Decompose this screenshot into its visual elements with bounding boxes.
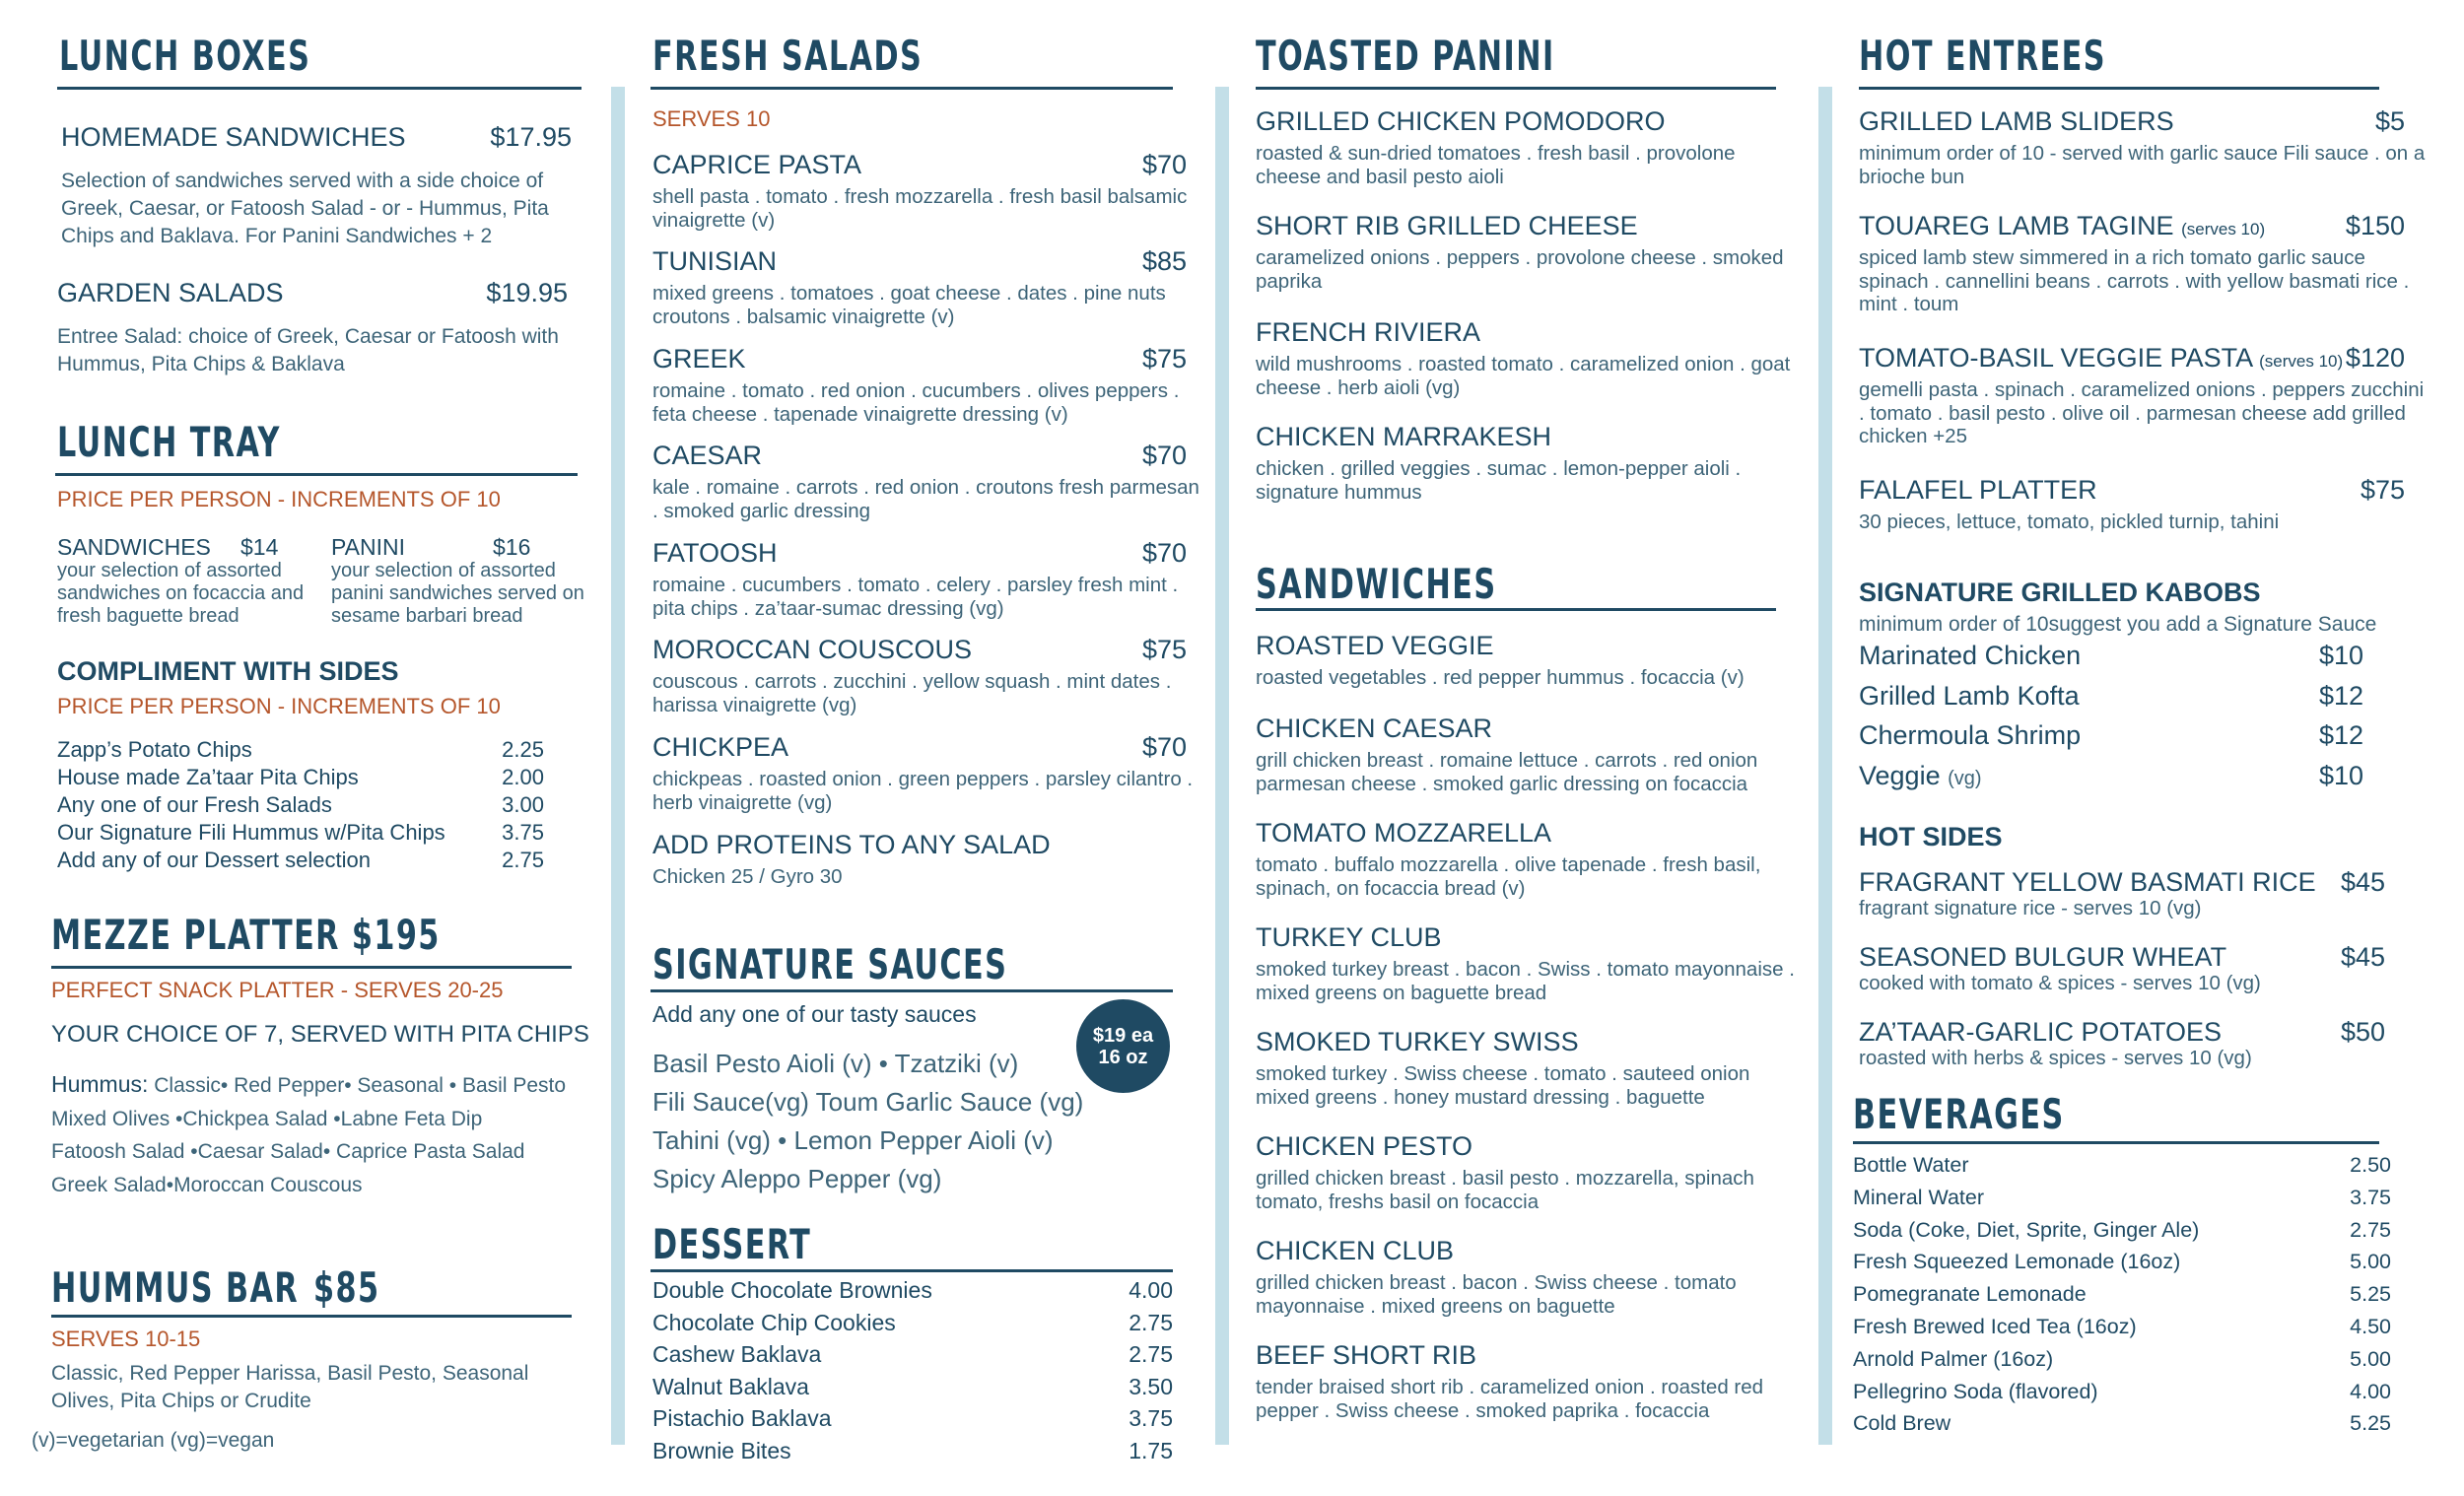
beverage-row (1853, 1411, 2391, 1436)
hummus-bar-heading: HUMMUS BAR (51, 1263, 300, 1312)
entree-description-text: 30 pieces, lettuce, tomato, pickled turnip, tahini (1859, 510, 2280, 533)
salad-name: MOROCCAN COUSCOUS (652, 635, 973, 664)
dessert-price: 1.75 (1129, 1438, 1173, 1463)
salad-description: shell pasta . tomato . fresh mozzarella . fresh basil balsamic vinaigrette (v) (652, 185, 1188, 232)
menu-item-price: $19.95 (486, 278, 568, 307)
salad-name: CAPRICE PASTA (652, 150, 862, 179)
kabob-name: Chermoula Shrimp (1859, 720, 2082, 750)
sandwich-name: BEEF SHORT RIB (1256, 1340, 1477, 1370)
entree-description (1859, 246, 2430, 316)
entree-price: $75 (2360, 475, 2405, 505)
sandwich-description: grilled chicken breast . bacon . Swiss cheese . tomato mayonnaise . mixed greens on baguette (1256, 1271, 1737, 1318)
sandwiches-heading: SANDWICHES (1256, 560, 1497, 608)
salad-price: $70 (1141, 441, 1187, 470)
beverage-price: 2.50 (2350, 1153, 2391, 1177)
panini-description: wild mushrooms . roasted tomato . caramelized onion . goat cheese . herb aioli (vg) (1256, 353, 1791, 399)
beverage-row (1853, 1250, 2391, 1274)
salad-name: FATOOSH (652, 538, 778, 568)
hot-side-description: cooked with tomato & spices - serves 10 (vg) (1859, 972, 2261, 994)
beverage-name: Cold Brew (1853, 1411, 1951, 1436)
kabob-name: Grilled Lamb Kofta (1859, 680, 2080, 711)
hummus-label: Hummus: (51, 1071, 149, 1097)
entree-description (1859, 378, 2430, 448)
sandwich-description: grill chicken breast . romaine lettuce . carrots . red onion parmesan cheese . smoked garlic dressing on focaccia (1256, 749, 1758, 795)
tray-sandwiches-description: your selection of assorted sandwiches on focaccia and fresh baguette bread (57, 560, 305, 627)
kabob-name-wrap (1859, 681, 2080, 712)
sandwich-description: roasted vegetables . red pepper hummus . focaccia (v) (1256, 666, 1745, 689)
heading-rule (57, 87, 582, 90)
salad-description: mixed greens . tomatoes . goat cheese . dates . pine nuts croutons . balsamic vinaigrette (v) (652, 282, 1166, 328)
heading-rule (650, 989, 1173, 992)
tray-sandwiches-name: SANDWICHES (57, 534, 211, 560)
beverage-name: Soda (Coke, Diet, Sprite, Ginger Ale) (1853, 1217, 2200, 1242)
sandwich-description: grilled chicken breast . basil pesto . mozzarella, spinach tomato, freshs basil on focaccia (1256, 1167, 1754, 1213)
hummus-bar-description: Classic, Red Pepper Harissa, Basil Pesto, Seasonal Olives, Pita Chips or Crudite (51, 1362, 529, 1412)
beverage-name: Pomegranate Lemonade (1853, 1282, 2087, 1307)
tray-panini-description: your selection of assorted panini sandwiches served on sesame barbari bread (331, 560, 584, 627)
hot-side-name: ZA’TAAR-GARLIC POTATOES (1859, 1017, 2223, 1047)
entree-name (1859, 211, 2265, 241)
beverage-name: Bottle Water (1853, 1153, 1969, 1177)
side-price: 2.00 (502, 765, 544, 789)
mezze-options (51, 1066, 603, 1202)
column-divider (1215, 87, 1229, 1445)
heading-rule (1853, 1141, 2379, 1144)
section-subtitle: PERFECT SNACK PLATTER - SERVES 20-25 (51, 978, 504, 1002)
sandwich-name: CHICKEN CAESAR (1256, 714, 1493, 743)
panini-description: chicken . grilled veggies . sumac . lemon-pepper aioli . signature hummus (1256, 457, 1742, 504)
sandwich-name: ROASTED VEGGIE (1256, 631, 1494, 660)
entree-serves-note: (serves 10) (2181, 220, 2266, 238)
side-price: 3.00 (502, 792, 544, 817)
kabob-note: (vg) (1948, 767, 1982, 789)
hot-side-price: $45 (2340, 867, 2385, 897)
side-price: 3.75 (502, 820, 544, 845)
panini-name: FRENCH RIVIERA (1256, 317, 1481, 347)
heading-rule (1256, 87, 1776, 90)
beverage-price: 3.75 (2350, 1185, 2391, 1209)
section-subtitle: SERVES 10-15 (51, 1326, 201, 1351)
entree-description-text: gemelli pasta . spinach . caramelized onions . peppers zucchini . tomato . basil pesto . olive oil . parmesan cheese (1859, 378, 2425, 425)
hummus-bar-price: $85 (313, 1263, 380, 1312)
sauce-list (652, 1045, 1083, 1198)
beverage-row (1853, 1186, 2391, 1210)
hot-side-name: FRAGRANT YELLOW BASMATI RICE (1859, 867, 2316, 897)
beverage-name: Arnold Palmer (16oz) (1853, 1346, 2054, 1371)
kabob-row (1859, 720, 2363, 751)
entree-name (1859, 475, 2097, 506)
side-row (57, 820, 544, 846)
entree-serves-note: (serves 10) (2259, 352, 2344, 371)
panini-name: SHORT RIB GRILLED CHEESE (1256, 211, 1638, 240)
sauce-line: Fili Sauce(vg) Toum Garlic Sauce (vg) (652, 1087, 1084, 1117)
panini-heading: TOASTED PANINI (1256, 32, 1555, 80)
salad-description: Chicken 25 / Gyro 30 (652, 865, 843, 888)
beverage-name: Pellegrino Soda (flavored) (1853, 1379, 2098, 1403)
beverage-price: 4.50 (2350, 1315, 2391, 1338)
entree-price: $150 (2345, 211, 2405, 240)
beverage-price: 5.25 (2350, 1411, 2391, 1436)
hot-side-price: $50 (2340, 1017, 2385, 1047)
sides-subtitle: PRICE PER PERSON - INCREMENTS OF 10 (57, 694, 501, 718)
salad-description: couscous . carrots . zucchini . yellow squash . mint dates . harissa vinaigrette (vg) (652, 670, 1172, 716)
salad-description: romaine . tomato . red onion . cucumbers . olives peppers . feta cheese . tapenade vinaigrette dressing (v) (652, 379, 1180, 426)
heading-rule (1256, 608, 1776, 611)
sauces-heading: SIGNATURE SAUCES (652, 940, 1008, 988)
salad-name: GREEK (652, 344, 746, 374)
dessert-row (652, 1405, 1173, 1432)
dessert-heading: DESSERT (652, 1220, 812, 1268)
lunch-tray-heading: LUNCH TRAY (57, 418, 281, 466)
section-subtitle: SERVES 10 (652, 106, 771, 131)
sandwich-name: CHICKEN CLUB (1256, 1236, 1455, 1265)
beverage-row (1853, 1282, 2391, 1307)
dessert-price: 3.50 (1129, 1373, 1173, 1399)
dessert-name: Chocolate Chip Cookies (652, 1309, 896, 1335)
kabob-price: $10 (2318, 760, 2363, 790)
dessert-row (652, 1341, 1173, 1368)
sandwich-name: SMOKED TURKEY SWISS (1256, 1027, 1579, 1056)
mezze-heading: MEZZE PLATTER $195 (51, 911, 441, 959)
heading-rule (51, 1315, 572, 1318)
hot-side-description: fragrant signature rice - serves 10 (vg) (1859, 897, 2202, 919)
sauce-price-badge (1076, 999, 1170, 1093)
sauce-line: Spicy Aleppo Pepper (vg) (652, 1164, 942, 1193)
diet-legend: (v)=vegetarian (vg)=vegan (32, 1429, 275, 1452)
side-name: House made Za’taar Pita Chips (57, 765, 359, 789)
sandwich-description: smoked turkey breast . bacon . Swiss . tomato mayonnaise . mixed greens on baguette bread (1256, 958, 1795, 1004)
salad-name: CHICKPEA (652, 732, 789, 762)
salad-price: $85 (1141, 246, 1187, 276)
kabob-name: Veggie (1859, 760, 1941, 790)
mezze-line: Fatoosh Salad •Caesar Salad• Caprice Pasta Salad (51, 1140, 525, 1164)
sides-heading: COMPLIMENT WITH SIDES (57, 656, 399, 686)
kabob-row (1859, 641, 2363, 671)
side-row (57, 765, 544, 790)
kabobs-heading: SIGNATURE GRILLED KABOBS (1859, 578, 2261, 607)
kabob-name-wrap (1859, 720, 2081, 751)
side-row (57, 792, 544, 818)
beverage-row (1853, 1315, 2391, 1339)
beverage-row (1853, 1380, 2391, 1404)
entree-name-text: TOMATO-BASIL VEGGIE PASTA (1859, 343, 2252, 373)
column-divider (1818, 87, 1832, 1445)
kabob-price: $10 (2318, 641, 2363, 670)
salad-price: $70 (1141, 538, 1187, 568)
column-divider (611, 87, 625, 1445)
entree-price: $5 (2374, 106, 2405, 136)
hot-sides-heading: HOT SIDES (1859, 822, 2003, 851)
entree-name-text: FALAFEL PLATTER (1859, 475, 2097, 505)
mezze-choice: YOUR CHOICE OF 7, SERVED WITH PITA CHIPS (51, 1021, 589, 1048)
dessert-row (652, 1277, 1173, 1304)
salad-description: romaine . cucumbers . tomato . celery . parsley fresh mint . pita chips . za’taar-sumac dressing (vg) (652, 574, 1179, 620)
salad-name: ADD PROTEINS TO ANY SALAD (652, 830, 1051, 859)
tray-panini-name: PANINI (331, 534, 405, 560)
mezze-line: Hummus: Classic• Red Pepper• Seasonal • Basil Pesto (51, 1071, 567, 1097)
entree-description (1859, 510, 2430, 534)
sauce-line: Tahini (vg) • Lemon Pepper Aioli (v) (652, 1125, 1054, 1155)
dessert-price: 3.75 (1129, 1405, 1173, 1432)
dessert-name: Pistachio Baklava (652, 1405, 832, 1432)
side-name: Add any of our Dessert selection (57, 848, 371, 872)
sandwich-description: tender braised short rib . caramelized onion . roasted red pepper . Swiss cheese . smoked paprika . focaccia (1256, 1376, 1764, 1422)
sandwich-name: TURKEY CLUB (1256, 922, 1442, 952)
side-price: 2.25 (502, 737, 544, 762)
entree-price: $120 (2345, 343, 2405, 373)
sandwich-description: smoked turkey . Swiss cheese . tomato . sauteed onion mixed greens . honey mustard dressing . baguette (1256, 1062, 1750, 1109)
badge-price: $19 ea (1092, 1024, 1154, 1047)
panini-name: CHICKEN MARRAKESH (1256, 422, 1552, 451)
beverage-price: 4.00 (2350, 1379, 2391, 1403)
kabob-name-wrap (1859, 641, 2081, 671)
badge-size: 16 oz (1098, 1046, 1148, 1068)
panini-name: GRILLED CHICKEN POMODORO (1256, 106, 1666, 136)
hot-side-name: SEASONED BULGUR WHEAT (1859, 942, 2227, 972)
dessert-name: Double Chocolate Brownies (652, 1277, 932, 1303)
salad-price: $75 (1141, 635, 1187, 664)
panini-description: roasted & sun-dried tomatoes . fresh basil . provolone cheese and basil pesto aioli (1256, 142, 1736, 188)
beverage-price: 5.00 (2350, 1346, 2391, 1371)
dessert-row (652, 1438, 1173, 1464)
kabob-row (1859, 681, 2363, 712)
heading-rule (650, 1269, 1173, 1272)
beverage-name: Mineral Water (1853, 1185, 1985, 1209)
beverage-price: 5.25 (2350, 1282, 2391, 1307)
sauce-line: Basil Pesto Aioli (v) • Tzatziki (v) (652, 1049, 1019, 1078)
panini-description: caramelized onions . peppers . provolone cheese . smoked paprika (1256, 246, 1784, 293)
beverage-row (1853, 1347, 2391, 1372)
salad-price: $70 (1141, 150, 1187, 179)
tray-sandwiches-price: $14 (240, 534, 279, 560)
dessert-name: Brownie Bites (652, 1438, 791, 1463)
heading-rule (1859, 87, 2379, 90)
kabob-price: $12 (2318, 680, 2363, 711)
kabobs-subtitle: minimum order of 10suggest you add a Signature Sauce (1859, 613, 2377, 636)
heading-rule (650, 87, 1173, 90)
menu-item-name: HOMEMADE SANDWICHES (61, 122, 406, 152)
lunch-boxes-heading: LUNCH BOXES (59, 32, 311, 80)
kabob-row (1859, 761, 2363, 791)
sandwich-description: tomato . buffalo mozzarella . olive tapenade . fresh basil, spinach, on focaccia bread (v) (1256, 853, 1761, 900)
menu-item-description: Entree Salad: choice of Greek, Caesar or Fatoosh with Hummus, Pita Chips & Baklava (57, 325, 559, 375)
kabob-price: $12 (2318, 720, 2363, 750)
salad-price: $70 (1141, 732, 1187, 762)
side-name: Our Signature Fili Hummus w/Pita Chips (57, 820, 445, 845)
entree-description (1859, 142, 2430, 188)
beverage-row (1853, 1153, 2391, 1178)
side-row (57, 848, 544, 873)
salad-description: chickpeas . roasted onion . green peppers . parsley cilantro . herb vinaigrette (vg) (652, 768, 1194, 814)
sandwich-name: CHICKEN PESTO (1256, 1131, 1473, 1161)
entree-description-text: minimum order of 10 - served with garlic sauce Fili sauce . on a brioche bun (1859, 142, 2426, 188)
sauces-intro: Add any one of our tasty sauces (652, 1001, 977, 1027)
dessert-name: Walnut Baklava (652, 1373, 809, 1399)
hot-entrees-heading: HOT ENTREES (1859, 32, 2106, 80)
mezze-line: Greek Salad•Moroccan Couscous (51, 1173, 363, 1196)
hot-side-description: roasted with herbs & spices - serves 10 (vg) (1859, 1047, 2252, 1069)
section-subtitle: PRICE PER PERSON - INCREMENTS OF 10 (57, 487, 501, 511)
beverage-price: 5.00 (2350, 1250, 2391, 1274)
beverage-row (1853, 1218, 2391, 1243)
entree-name-text: GRILLED LAMB SLIDERS (1859, 106, 2174, 136)
salad-name: CAESAR (652, 441, 763, 470)
dessert-row (652, 1374, 1173, 1400)
menu-item-description: Selection of sandwiches served with a side choice of Greek, Caesar, or Fatoosh Salad - or - Hummus, Pita Chips and Baklava. For Panini Sandwiches + 2 (61, 170, 549, 247)
dessert-price: 2.75 (1129, 1341, 1173, 1368)
kabob-name: Marinated Chicken (1859, 641, 2082, 670)
salad-price: $75 (1141, 344, 1187, 374)
side-name: Zapp’s Potato Chips (57, 737, 252, 762)
beverage-name: Fresh Squeezed Lemonade (16oz) (1853, 1250, 2181, 1274)
entree-name-text: TOUAREG LAMB TAGINE (1859, 211, 2174, 240)
hot-side-price: $45 (2340, 942, 2385, 972)
side-price: 2.75 (502, 848, 544, 872)
side-name: Any one of our Fresh Salads (57, 792, 332, 817)
side-row (57, 737, 544, 763)
salad-name: TUNISIAN (652, 246, 778, 276)
dessert-name: Cashew Baklava (652, 1341, 822, 1368)
dessert-row (652, 1310, 1173, 1336)
entree-description-text: spiced lamb stew simmered in a rich tomato garlic sauce spinach . cannellini beans . carrots . with yellow basmati rice . mint . toum (1859, 246, 2410, 316)
menu-item-price: $17.95 (490, 122, 572, 152)
tray-panini-price: $16 (493, 534, 531, 560)
dessert-price: 4.00 (1129, 1277, 1173, 1303)
beverage-price: 2.75 (2350, 1217, 2391, 1242)
mezze-line: Mixed Olives •Chickpea Salad •Labne Feta Dip (51, 1107, 483, 1130)
entree-name (1859, 106, 2174, 137)
kabob-name-wrap (1859, 761, 1982, 791)
heading-rule (51, 966, 572, 969)
fresh-salads-heading: FRESH SALADS (652, 32, 924, 80)
salad-description: kale . romaine . carrots . red onion . croutons fresh parmesan . smoked garlic dressing (652, 476, 1199, 522)
beverages-heading: BEVERAGES (1853, 1090, 2065, 1138)
entree-addon: add grilled chicken +25 (1859, 401, 2406, 448)
heading-rule (55, 473, 578, 476)
dessert-price: 2.75 (1129, 1309, 1173, 1335)
sandwich-name: TOMATO MOZZARELLA (1256, 818, 1552, 848)
menu-item-name: GARDEN SALADS (57, 278, 284, 307)
beverage-name: Fresh Brewed Iced Tea (16oz) (1853, 1315, 2137, 1338)
